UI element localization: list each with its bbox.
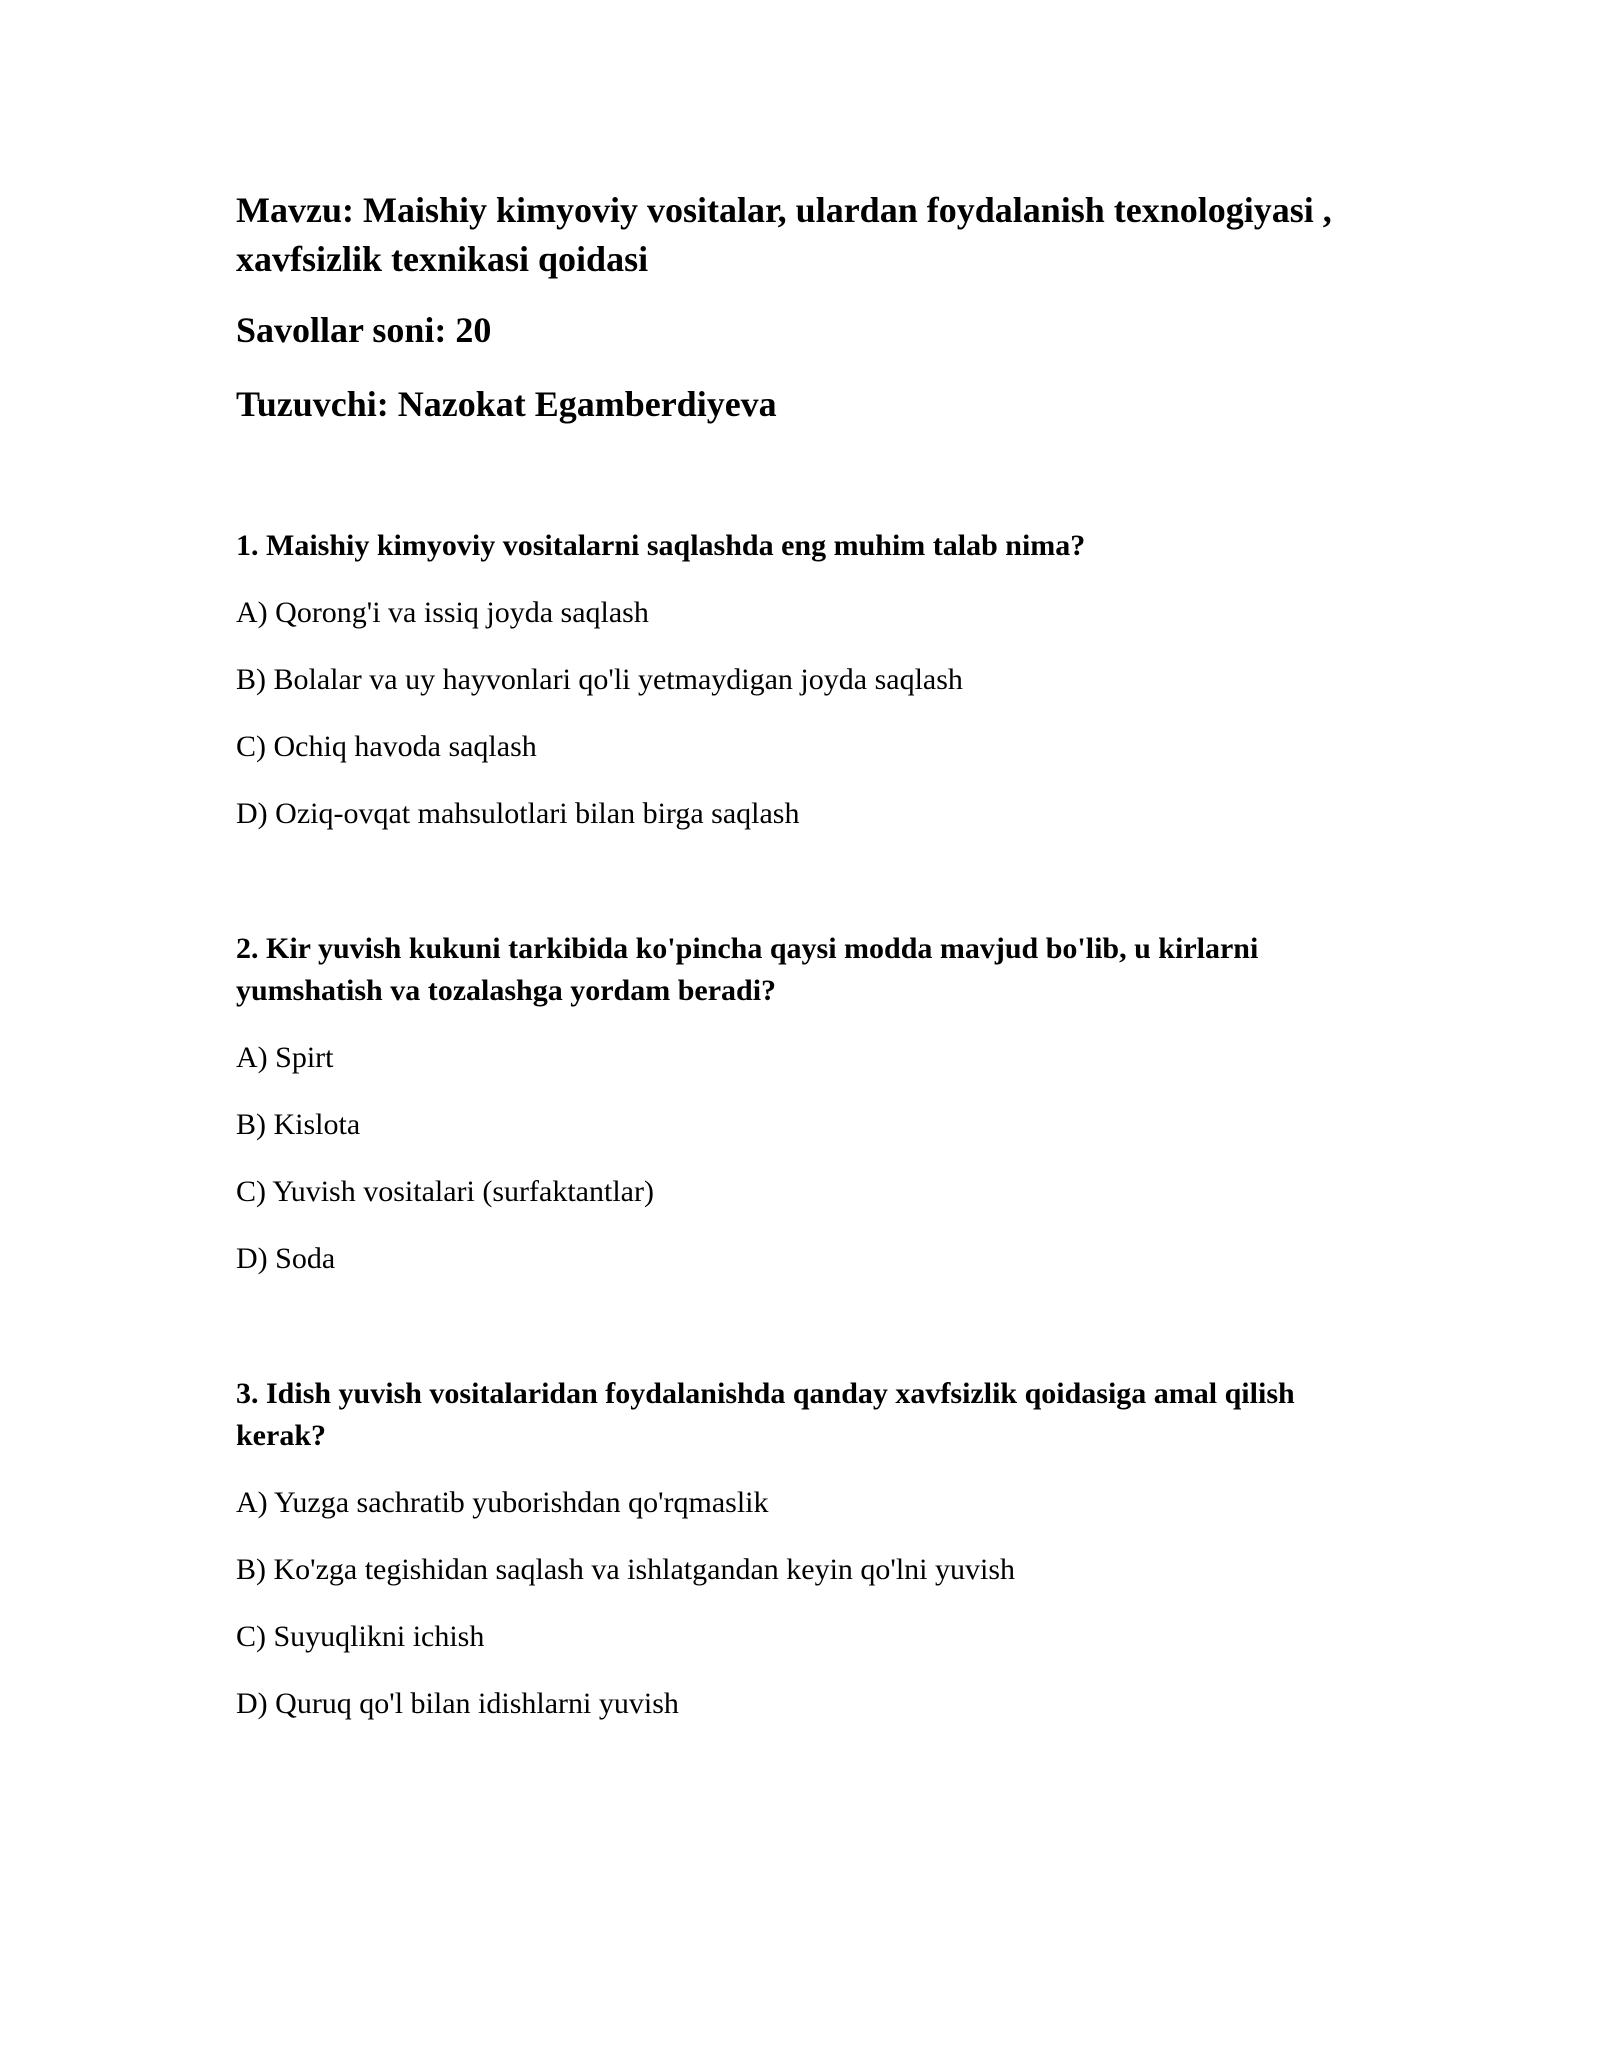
answer-option-c: C) Yuvish vositalari (surfaktantlar) <box>236 1175 654 1208</box>
question-item-3 <box>236 1373 1386 1725</box>
answer-option-c: C) Suyuqlikni ichish <box>236 1620 485 1653</box>
topic-title: Mavzu: Maishiy kimyoviy vositalar, ulardan foydalanish texnologiyasi , xavfsizlik texnikasi qoidasi <box>236 190 1332 279</box>
answer-option-b: B) Ko'zga tegishidan saqlash va ishlatgandan keyin qo'lni yuvish <box>236 1553 1016 1586</box>
document-content <box>236 186 1386 1725</box>
answer-option-a: A) Qorong'i va issiq joyda saqlash <box>236 596 649 629</box>
question-text: 2. Kir yuvish kukuni tarkibida ko'pincha qaysi modda mavjud bo'lib, u kirlarni yumshatish va tozalashga yordam beradi? <box>236 932 1259 1007</box>
author-line: Tuzuvchi: Nazokat Egamberdiyeva <box>236 384 777 424</box>
answer-option-d: D) Quruq qo'l bilan idishlarni yuvish <box>236 1687 679 1720</box>
question-text: 3. Idish yuvish vositalaridan foydalanishda qanday xavfsizlik qoidasiga amal qilish kerak? <box>236 1377 1295 1452</box>
answer-option-a: A) Spirt <box>236 1041 334 1074</box>
question-list <box>236 525 1386 1725</box>
question-count: Savollar soni: 20 <box>236 310 492 350</box>
answer-option-b: B) Kislota <box>236 1108 361 1141</box>
answer-option-b: B) Bolalar va uy hayvonlari qo'li yetmaydigan joyda saqlash <box>236 663 963 696</box>
answer-option-a: A) Yuzga sachratib yuborishdan qo'rqmaslik <box>236 1486 769 1519</box>
answer-option-d: D) Soda <box>236 1242 336 1275</box>
question-item-2 <box>236 928 1386 1280</box>
question-text: 1. Maishiy kimyoviy vositalarni saqlashda eng muhim talab nima? <box>236 529 1086 562</box>
answer-option-c: C) Ochiq havoda saqlash <box>236 730 537 763</box>
question-item-1 <box>236 525 1386 835</box>
answer-option-d: D) Oziq-ovqat mahsulotlari bilan birga saqlash <box>236 797 800 830</box>
